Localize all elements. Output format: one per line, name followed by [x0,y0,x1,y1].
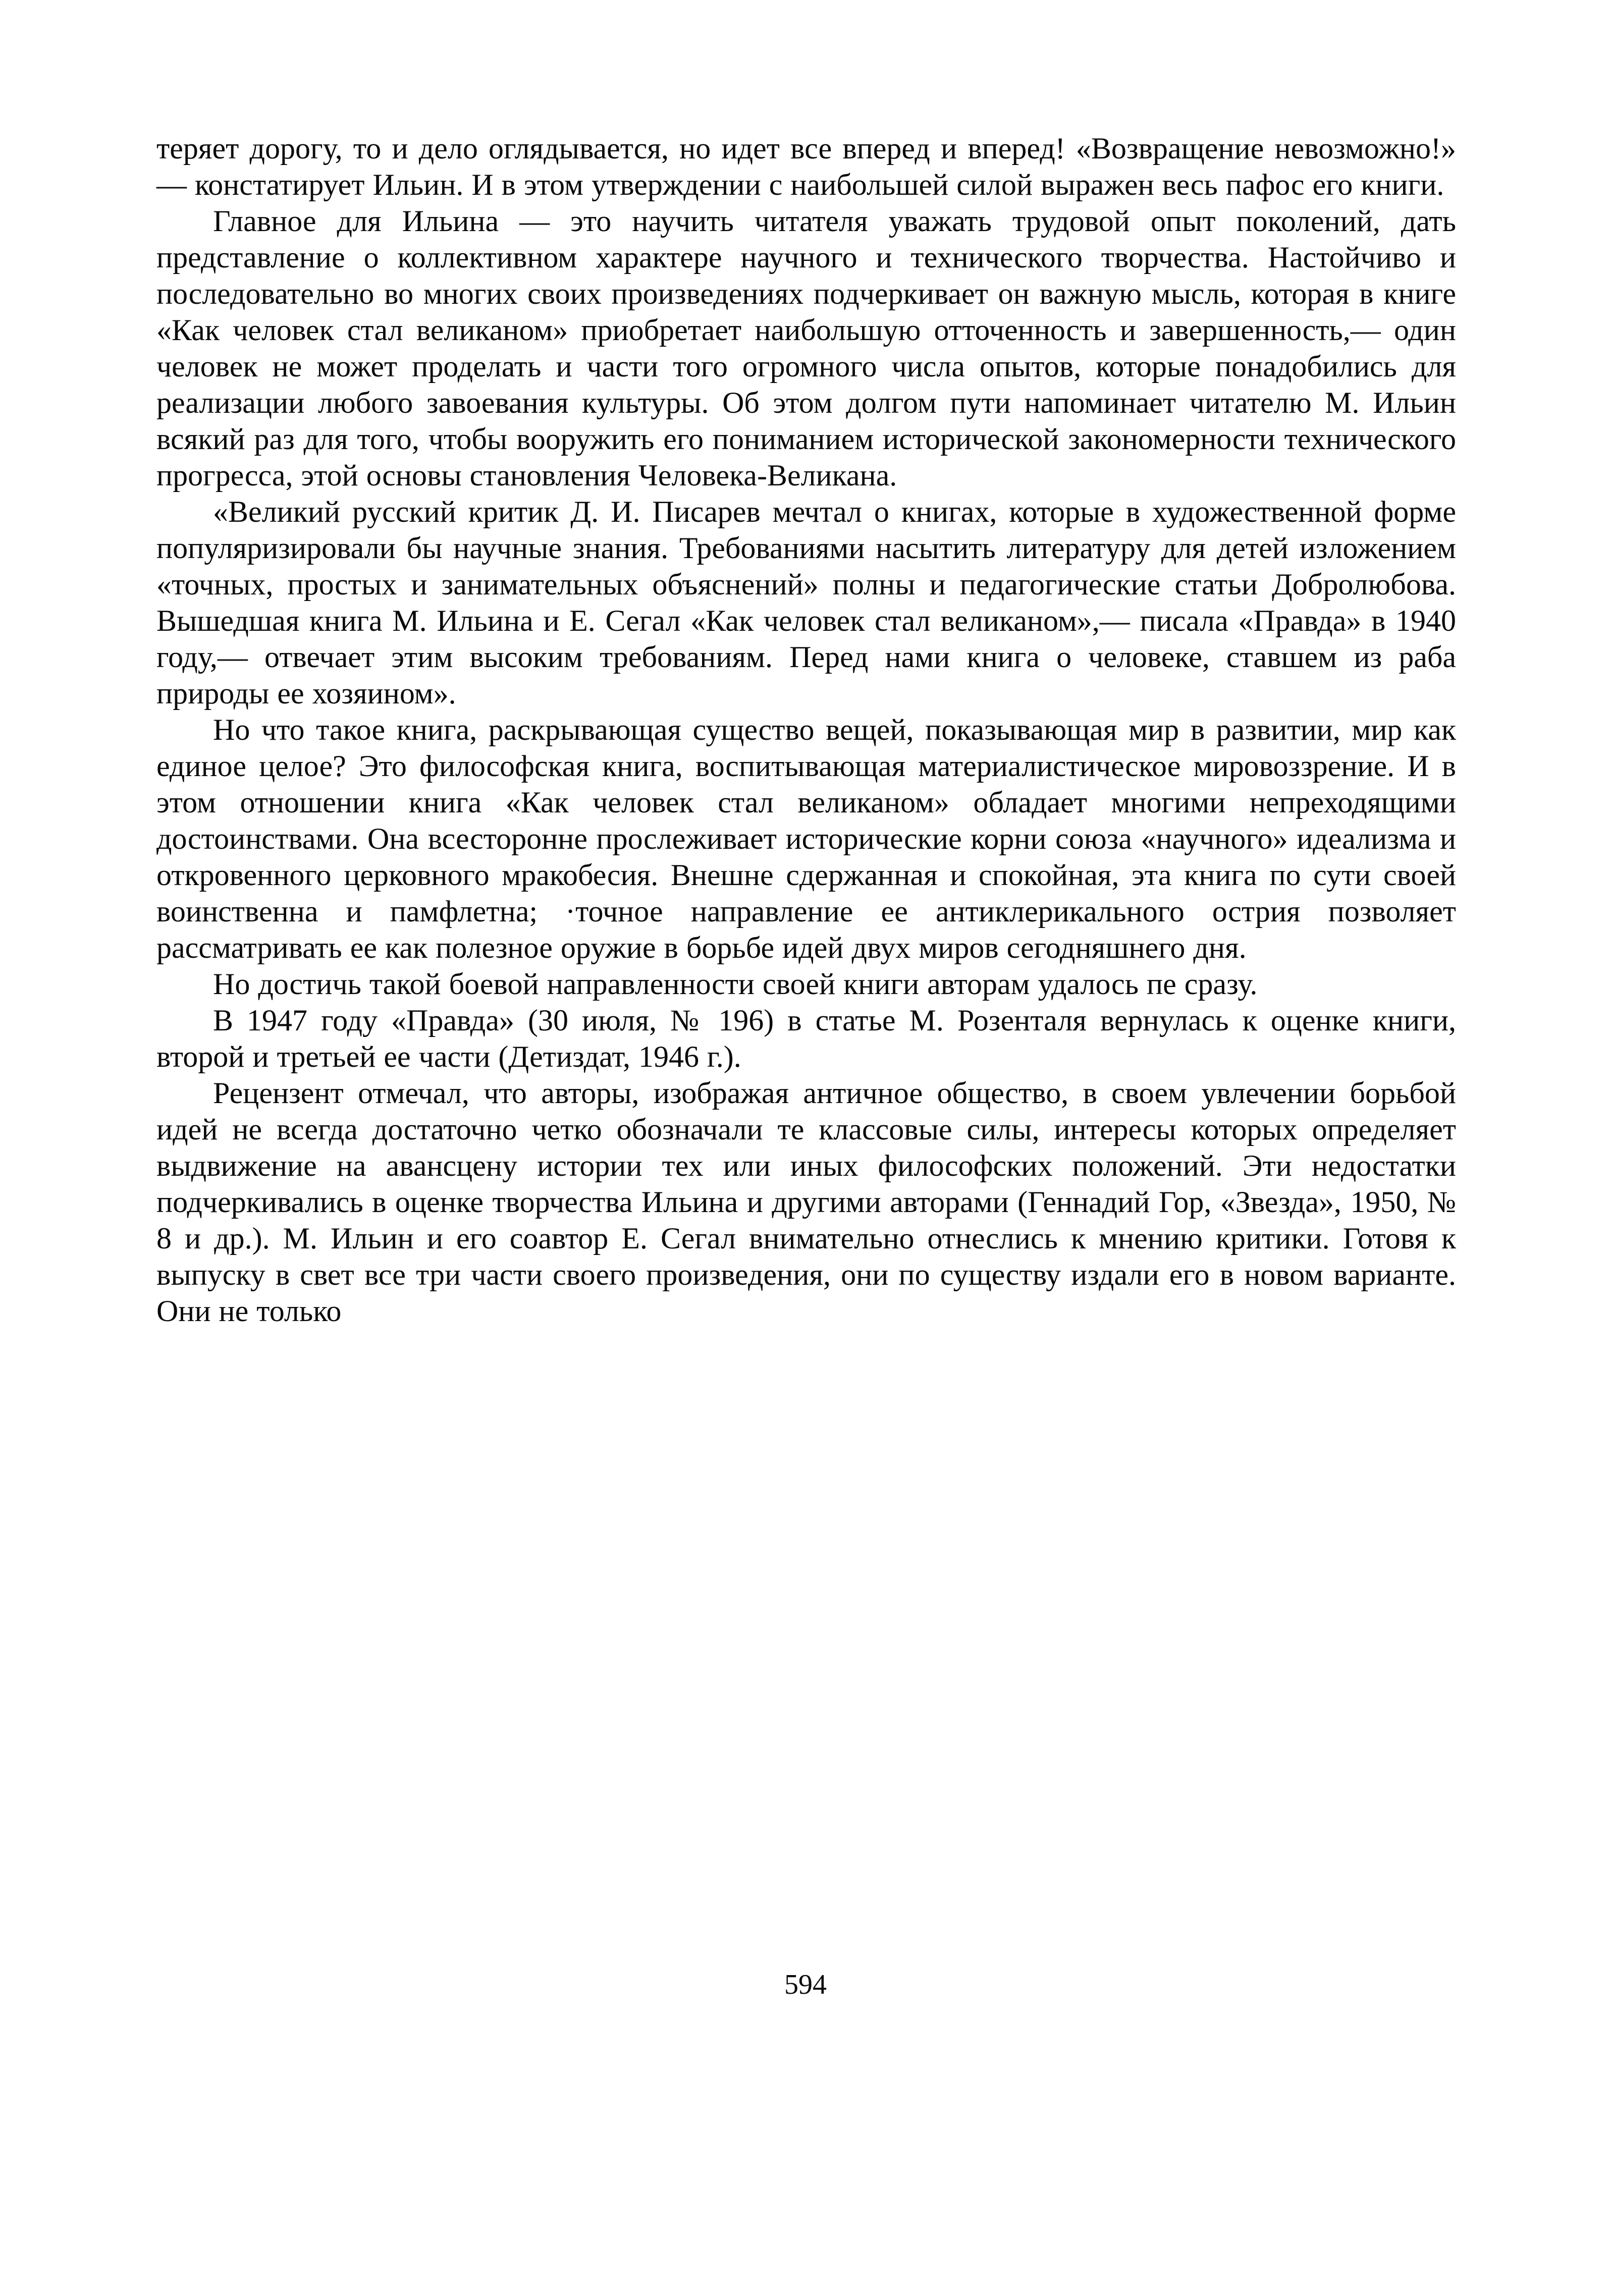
paragraph-1: теряет дорогу, то и дело оглядывается, но идет все вперед и вперед! «Возвращение невозможно!» — констатирует Ильин. И в этом утверждении с наибольшей силой выражен весь пафос его книги. [156,132,1456,201]
page-text-body [156,130,1456,1329]
paragraph-4: Но что такое книга, раскрывающая существо вещей, показывающая мир в развитии, мир как единое целое? Это философская книга, воспитывающая материалистическое мировоззрение. И в этом отношении книга «Как человек стал великаном» обладает многими непреходящими достоинствами. Она всесторонне прослеживает исторические корни союза «научного» идеализма и откровенного церковного мракобесия. Внешне сдержанная и спокойная, эта книга по сути своей воинственна и памфлетна; ·точное направление ее антиклерикального острия позволяет рассматривать ее как полезное оружие в борьбе идей двух миров сегодняшнего дня. [156,713,1456,964]
paragraph-6: В 1947 году «Правда» (30 июля, № 196) в статье М. Розенталя вернулась к оценке книги, второй и третьей ее части (Детиздат, 1946 г.). [156,1004,1456,1073]
paragraph-5: Но достичь такой боевой направленности своей книги авторам удалось пе сразу. [213,967,1258,1001]
page-number: 594 [784,1969,827,2000]
paragraph-2: Главное для Ильина — это научить читателя уважать трудовой опыт поколений, дать представление о коллективном характере научного и технического творчества. Настойчиво и последовательно во многих своих произведениях подчеркивает он важную мысль, которая в книге «Как человек стал великаном» приобретает наибольшую отточенность и завершенность,— один человек не может проделать и части того огромного числа опытов, которые понадобились для реализации любого завоевания культуры. Об этом долгом пути напоминает читателю М. Ильин всякий раз для того, чтобы вооружить его пониманием исторической закономерности технического прогресса, этой основы становления Человека-Великана. [156,204,1456,492]
paragraph-7: Рецензент отмечал, что авторы, изображая античное общество, в своем увлечении борьбой идей не всегда достаточно четко обозначали те классовые силы, интересы которых определяет выдвижение на авансцену истории тех или иных философских положений. Эти недостатки подчеркивались в оценке творчества Ильина и другими авторами (Геннадий Гор, «Звезда», 1950, № 8 и др.). М. Ильин и его соавтор Е. Сегал внимательно отнеслись к мнению критики. Готовя к выпуску в свет все три части своего произведения, они по существу издали его в новом варианте. Они не только [156,1076,1456,1328]
paragraph-3: «Великий русский критик Д. И. Писарев мечтал о книгах, которые в художественной форме популяризировали бы научные знания. Требованиями насытить литературу для детей изложением «точных, простых и занимательных объяснений» полны и педагогические статьи Добролюбова. Вышедшая книга М. Ильина и Е. Сегал «Как человек стал великаном»,— писала «Правда» в 1940 году,— отвечает этим высоким требованиям. Перед нами книга о человеке, ставшем из раба природы ее хозяином». [156,495,1456,710]
